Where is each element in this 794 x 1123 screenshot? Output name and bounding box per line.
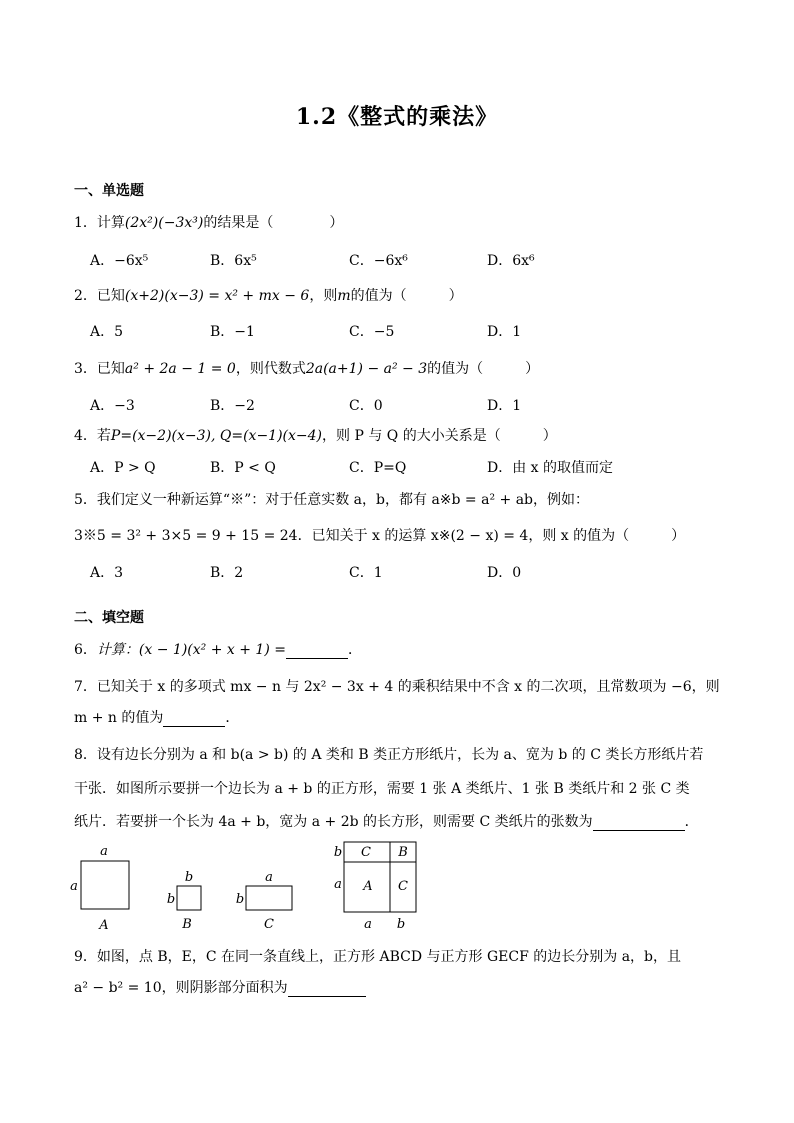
- question-number: 8．: [74, 747, 97, 763]
- question-7-line-2: m + n 的值为 ．: [74, 710, 240, 726]
- option-a[interactable]: A．−6x⁵: [90, 253, 149, 269]
- label-b: b: [166, 892, 176, 907]
- option-c[interactable]: C．−5: [349, 324, 395, 340]
- option-d[interactable]: D．0: [487, 565, 522, 581]
- math-expression: 2a(a+1) − a² − 3: [305, 361, 428, 377]
- option-c[interactable]: C．0: [349, 398, 383, 414]
- section-heading-fill-in: 二、填空题: [74, 610, 144, 626]
- question-number: 3．: [74, 361, 97, 377]
- region-B: B: [398, 845, 408, 860]
- option-a[interactable]: A．P > Q: [90, 460, 156, 476]
- label-C: C: [264, 917, 274, 932]
- tile-c-rectangle: [246, 886, 292, 910]
- answer-blank[interactable]: [593, 814, 685, 831]
- composite-square: [334, 842, 416, 932]
- label-a: a: [334, 877, 342, 892]
- option-b[interactable]: B．−2: [210, 398, 255, 414]
- question-number: 9．: [74, 949, 97, 965]
- page-title: 1.2《整式的乘法》: [295, 104, 499, 130]
- question-number: 1．: [74, 215, 97, 231]
- question-7: 7．已知关于 x 的多项式 mx − n 与 2x² − 3x + 4 的乘积结果中不含 x 的二次项，且常数项为 −6，则: [74, 679, 720, 695]
- label-a: a: [364, 917, 372, 932]
- question-3: 3．已知a² + 2a − 1 = 0，则代数式2a(a+1) − a² − 3的值为（ ）: [74, 361, 540, 377]
- question-1: 1．计算(2x²)(−3x³)的结果是（ ）: [74, 215, 344, 231]
- option-a[interactable]: A．3: [90, 565, 124, 581]
- tile-b-square: [177, 886, 201, 910]
- option-b[interactable]: B．−1: [210, 324, 255, 340]
- question-number: 4．: [74, 428, 97, 444]
- question-5-line-2: 3※5 = 3² + 3×5 = 9 + 15 = 24．已知关于 x 的运算 x※(2 − x) = 4，则 x 的值为（ ）: [74, 528, 686, 544]
- label-B: B: [182, 917, 192, 932]
- option-b[interactable]: B．2: [210, 565, 244, 581]
- option-d[interactable]: D．1: [487, 398, 522, 414]
- label-A: A: [99, 918, 109, 933]
- question-5: 5．我们定义一种新运算“※”：对于任意实数 a，b，都有 a※b = a² + ab，例如：: [74, 492, 590, 508]
- region-A: A: [363, 879, 373, 894]
- label-a: a: [265, 870, 273, 885]
- option-d[interactable]: D．6x⁶: [487, 253, 535, 269]
- label-a: a: [100, 844, 108, 859]
- question-8: 8．设有边长分别为 a 和 b(a > b) 的 A 类和 B 类正方形纸片，长为 a、宽为 b 的 C 类长方形纸片若: [74, 747, 704, 763]
- question-9-line-2: a² − b² = 10，则阴影部分面积为: [74, 977, 366, 997]
- question-2: 2．已知(x+2)(x−3) = x² + mx − 6，则m的值为（ ）: [74, 288, 463, 304]
- label-a: a: [70, 879, 78, 894]
- option-d[interactable]: D．1: [487, 324, 522, 340]
- option-b[interactable]: B．6x⁵: [210, 253, 257, 269]
- math-expression: (x+2)(x−3) = x² + mx − 6: [124, 288, 310, 304]
- option-a[interactable]: A．−3: [90, 398, 135, 414]
- label-b: b: [235, 892, 245, 907]
- question-8-line-2: 干张．如图所示要拼一个边长为 a + b 的正方形，需要 1 张 A 类纸片、1 张 B 类纸片和 2 张 C 类: [74, 781, 690, 797]
- answer-blank[interactable]: [286, 642, 348, 659]
- math-expression: a² + 2a − 1 = 0: [124, 361, 236, 377]
- tiles-figure: [60, 838, 430, 938]
- answer-blank[interactable]: [163, 710, 225, 727]
- option-b[interactable]: B．P < Q: [210, 460, 276, 476]
- option-a[interactable]: A．5: [90, 324, 124, 340]
- math-expression: (2x²)(−3x³): [124, 215, 204, 231]
- option-c[interactable]: C．−6x⁶: [349, 253, 408, 269]
- question-number: 6．: [74, 642, 97, 658]
- tile-a-square: [81, 861, 129, 909]
- label-b: b: [333, 845, 343, 860]
- question-number: 2．: [74, 288, 97, 304]
- question-8-line-3: 纸片．若要拼一个长为 4a + b，宽为 a + 2b 的长方形，则需要 C 类纸片的张数为 ．: [74, 814, 699, 830]
- answer-blank[interactable]: [288, 980, 366, 997]
- question-number: 5．: [74, 492, 97, 508]
- question-4: 4．若P=(x−2)(x−3), Q=(x−1)(x−4)，则 P 与 Q 的大小关系是（ ）: [74, 428, 557, 444]
- option-c[interactable]: C．P=Q: [349, 460, 407, 476]
- label-b: b: [184, 870, 194, 885]
- section-heading-single-choice: 一、单选题: [74, 183, 144, 199]
- question-number: 7．: [74, 679, 97, 695]
- math-expression: P=(x−2)(x−3), Q=(x−1)(x−4): [110, 428, 323, 444]
- question-6: 6．计算：(x − 1)(x² + x + 1) = ．: [74, 642, 362, 658]
- option-c[interactable]: C．1: [349, 565, 383, 581]
- label-b: b: [396, 917, 406, 932]
- region-C: C: [361, 845, 371, 860]
- region-C: C: [398, 879, 408, 894]
- question-9: 9．如图，点 B，E，C 在同一条直线上，正方形 ABCD 与正方形 GECF 的边长分别为 a，b，且: [74, 949, 682, 965]
- option-d[interactable]: D．由 x 的取值而定: [487, 460, 614, 476]
